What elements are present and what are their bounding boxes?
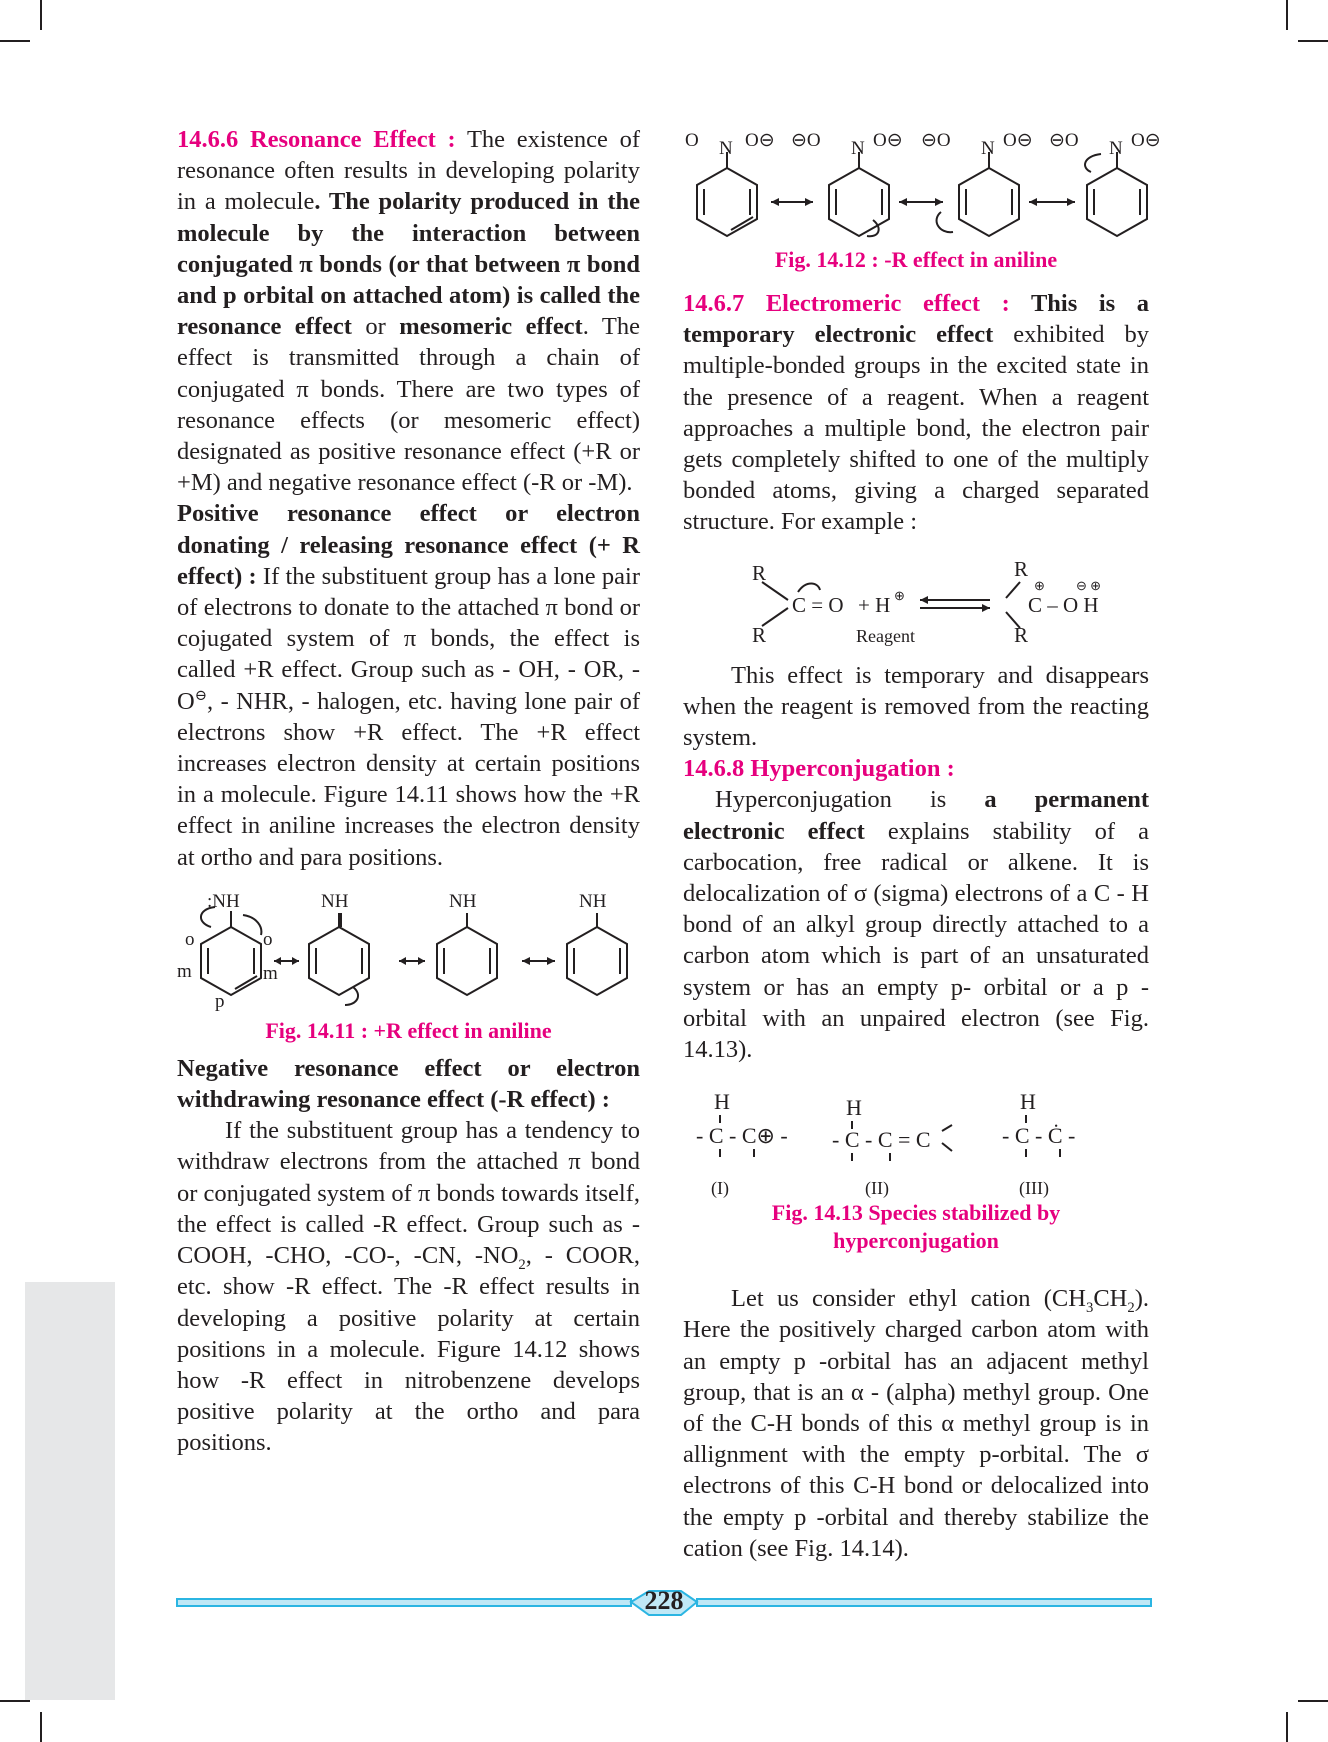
crop-mark xyxy=(1298,1700,1328,1702)
svg-text:H: H xyxy=(846,1095,862,1121)
svg-text:NH: NH xyxy=(449,890,477,912)
svg-text:+ H: + H xyxy=(858,592,891,617)
subheading: Positive resonance effect or electron donating / releasing resonance effect (+ R effect) : xyxy=(177,500,640,590)
svg-text:R: R xyxy=(1014,556,1029,581)
left-column xyxy=(177,124,640,1459)
svg-text:NH: NH xyxy=(579,890,607,912)
svg-text:N: N xyxy=(719,138,733,159)
svg-text:O⊖: O⊖ xyxy=(745,130,775,151)
hyperconjugation-paragraph: Hyperconjugation is a permanent electronic effect explains stability of a carbocation, free radical or alkene. It is delocalization of σ (sigma) electrons of a C - H bond of an alkyl group directly attached to a carbon atom which is part of an unsaturated system or has an empty p- orbital or a p - orbital with an unpaired electron (see Fig. 14.13). xyxy=(683,786,1149,1064)
electromeric-equation xyxy=(706,550,1126,650)
svg-text:N: N xyxy=(851,138,865,159)
svg-text:⊕: ⊕ xyxy=(1034,577,1045,593)
subheading: Negative resonance effect or electron withdrawing resonance effect (-R effect) : xyxy=(177,1054,640,1114)
svg-text:- C - C⊕ -: - C - C⊕ - xyxy=(696,1123,788,1149)
svg-text:o: o xyxy=(185,928,195,950)
crop-mark xyxy=(1286,1712,1288,1742)
figure-14-13-labels: (I) (II) (III) xyxy=(711,1178,1049,1199)
figure-14-11 xyxy=(177,887,640,1012)
section-heading: 14.6.6 Resonance Effect : xyxy=(177,126,456,153)
figure-caption: Fig. 14.12 : -R effect in aniline xyxy=(774,247,1058,272)
svg-text:H: H xyxy=(714,1089,730,1115)
svg-text::NH: :NH xyxy=(207,890,240,912)
figure-14-13 xyxy=(696,1085,1136,1173)
negative-resonance-text: If the substituent group has a tendency to withdraw electrons from the attached π bond or conjugated system of π bonds towards itself, the effect is called -R effect. Group such as -COOH, -CHO, -CO-, -CN, $-NO_2$, - COOR, etc. show -R effect. The -R effect results in developing a positive polarity at certain positions in a molecule. Figure 14.12 shows how -R effect in nitrobenzene develops positive polarity at the ortho and para positions. xyxy=(177,1117,640,1457)
crop-mark xyxy=(40,0,42,30)
figure-14-12 xyxy=(683,124,1161,242)
svg-text:N: N xyxy=(1109,138,1123,159)
svg-text:- C - Ċ -: - C - Ċ - xyxy=(1002,1123,1076,1149)
page-number: 228 xyxy=(644,1586,684,1615)
svg-text:⊖ ⊕: ⊖ ⊕ xyxy=(1076,577,1102,593)
crop-mark xyxy=(1298,40,1328,42)
right-column xyxy=(683,124,1161,1564)
svg-text:H: H xyxy=(1020,1089,1036,1115)
svg-text:⊖O: ⊖O xyxy=(1049,130,1079,151)
svg-text:⊖O: ⊖O xyxy=(921,130,951,151)
ethyl-cation-paragraph: Let us consider ethyl cation $(CH_3CH_2)$. Here the positively charged carbon atom with an empty p -orbital has an adjacent methyl group, that is an α - (alpha) methyl group. One of the C-H bonds of this α methyl group is in allignment with the empty p-orbital. The σ electrons of this C-H bond or delocalized into the empty p -orbital and thereby stabilize the cation (see Fig. 14.14). xyxy=(683,1285,1149,1562)
svg-text:R: R xyxy=(752,622,767,647)
svg-text:⊕: ⊕ xyxy=(894,587,905,603)
margin-band xyxy=(25,1282,115,1700)
figure-caption: Fig. 14.11 : +R effect in aniline xyxy=(265,1017,552,1043)
svg-text:O⊖: O⊖ xyxy=(1131,130,1161,151)
svg-text:R: R xyxy=(1014,622,1029,647)
svg-text:NH: NH xyxy=(321,890,349,912)
figure-caption: Fig. 14.13 Species stabilized by hyperconjugation xyxy=(771,1200,1061,1254)
section-heading: 14.6.7 Electromeric effect : xyxy=(683,290,1010,317)
svg-text:o: o xyxy=(263,928,273,950)
svg-text:⊖O: ⊖O xyxy=(791,130,821,151)
svg-text:m: m xyxy=(177,960,192,982)
svg-text:p: p xyxy=(215,990,225,1012)
svg-text:N: N xyxy=(981,138,995,159)
svg-text:Reagent: Reagent xyxy=(856,625,915,646)
svg-text:O: O xyxy=(685,130,699,151)
svg-text:C = O: C = O xyxy=(792,592,844,617)
electromeric-paragraph: 14.6.7 Electromeric effect : This is a temporary electronic effect exhibited by multiple-bonded groups in the excited state in the presence of a reagent. When a reagent approaches a multiple bond, the electron pair gets completely shifted to one of the multiply bonded atoms, giving a charged separated structure. For example : xyxy=(683,290,1149,536)
svg-text:- C - C = C: - C - C = C xyxy=(832,1127,931,1153)
electromeric-paragraph-2: This effect is temporary and disappears when the reagent is removed from the reacting system. xyxy=(683,661,1149,752)
section-heading: 14.6.8 Hyperconjugation : xyxy=(683,755,955,783)
crop-mark xyxy=(40,1712,42,1742)
negative-resonance-paragraph xyxy=(177,1053,640,1115)
svg-text:O⊖: O⊖ xyxy=(873,130,903,151)
crop-mark xyxy=(0,40,30,42)
positive-resonance-paragraph: Positive resonance effect or electron donating / releasing resonance effect (+ R effect) : If the substituent group has a lone pair of electrons to donate to the attached π bond or cojugated system of π bonds, the effect is called +R effect. Group such as - OH, - OR, - O⊖, - NHR, - halogen, etc. having lone pair of electrons show +R effect. The +R effect increases electron density at certain positions in a molecule. Figure 14.11 shows how the +R effect in aniline increases the electron density at ortho and para positions. xyxy=(177,500,640,871)
svg-text:C – O H: C – O H xyxy=(1028,592,1099,617)
svg-text:m: m xyxy=(263,962,278,984)
svg-text:R: R xyxy=(752,560,767,585)
crop-mark xyxy=(0,1700,30,1702)
crop-mark xyxy=(1286,0,1288,30)
hyperconjugation-heading xyxy=(683,753,1149,784)
svg-text:O⊖: O⊖ xyxy=(1003,130,1033,151)
resonance-paragraph: 14.6.6 Resonance Effect : The existence of resonance often results in developing polarity in a molecule. The polarity produced in the molecule by the interaction between conjugated π bonds (or that between π bond and p orbital on attached atom) is called the resonance effect or mesomeric effect. The effect is transmitted through a chain of conjugated π bonds. There are two types of resonance effects (or mesomeric effect) designated as positive resonance effect (+R or +M) and negative resonance effect (-R or -M). xyxy=(177,126,640,497)
